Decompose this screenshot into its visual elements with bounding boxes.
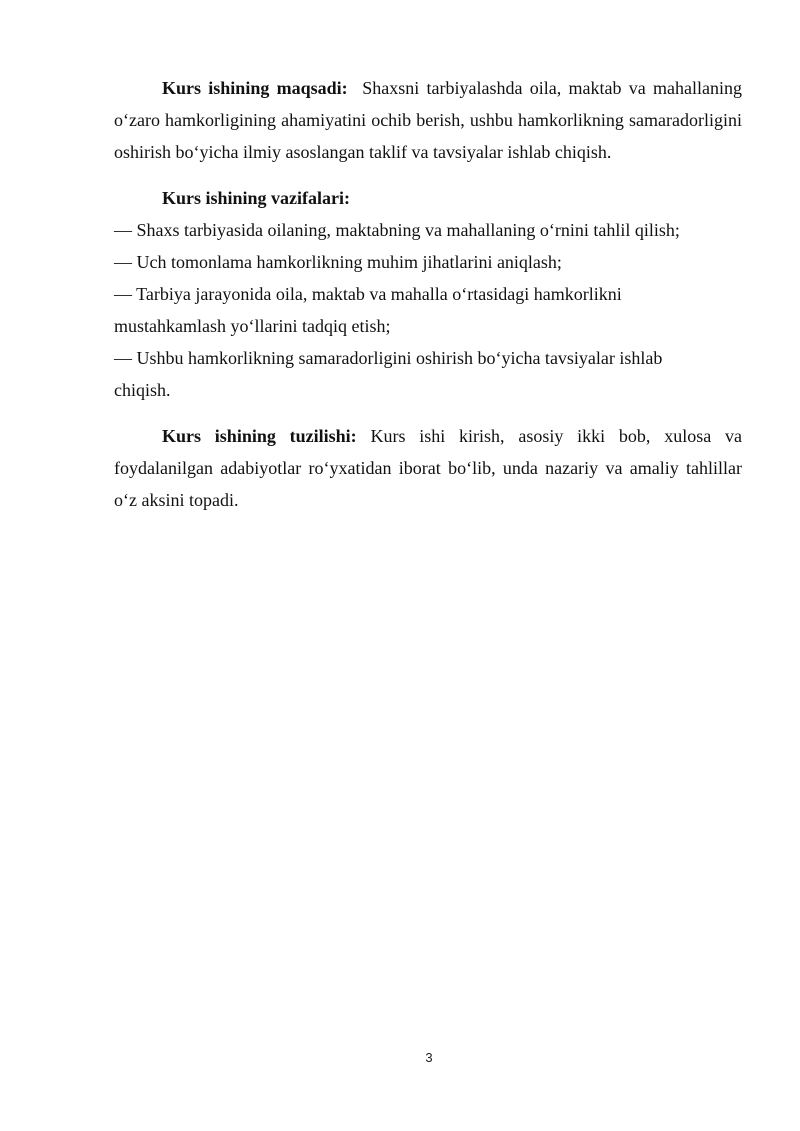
page-number: 3 <box>425 1050 433 1065</box>
page-content <box>114 72 742 516</box>
tasks-heading: Kurs ishining vazifalari: <box>162 188 351 208</box>
purpose-text: Shaxsni tarbiyalashda oila, maktab va mahallaning o‘zaro hamkorligining ahamiyatini ochib berish, ushbu hamkorlikning samaradorligini oshirish bo‘yicha ilmiy asoslangan taklif va tavsiyalar ishlab chiqish. <box>114 78 742 162</box>
tasks-list <box>114 214 742 406</box>
structure-heading: Kurs ishining tuzilishi: <box>162 426 357 446</box>
structure-text: Kurs ishi kirish, asosiy ikki bob, xulosa va foydalanilgan adabiyotlar ro‘yxatidan iborat bo‘lib, unda nazariy va amaliy tahlillar o‘z aksini topadi. <box>114 426 743 510</box>
list-item: — Shaxs tarbiyasida oilaning, maktabning va mahallaning o‘rnini tahlil qilish; <box>114 220 680 240</box>
purpose-heading: Kurs ishining maqsadi: <box>162 78 348 98</box>
structure-paragraph <box>114 420 742 516</box>
list-item: — Ushbu hamkorlikning samaradorligini oshirish bo‘yicha tavsiyalar ishlab chiqish. <box>114 348 663 400</box>
list-item: — Uch tomonlama hamkorlikning muhim jihatlarini aniqlash; <box>114 252 562 272</box>
list-item: — Tarbiya jarayonida oila, maktab va mahalla o‘rtasidagi hamkorlikni mustahkamlash yo‘llarini tadqiq etish; <box>114 284 622 336</box>
purpose-paragraph <box>114 72 742 168</box>
tasks-heading-line <box>114 182 742 214</box>
spacer <box>114 406 742 420</box>
